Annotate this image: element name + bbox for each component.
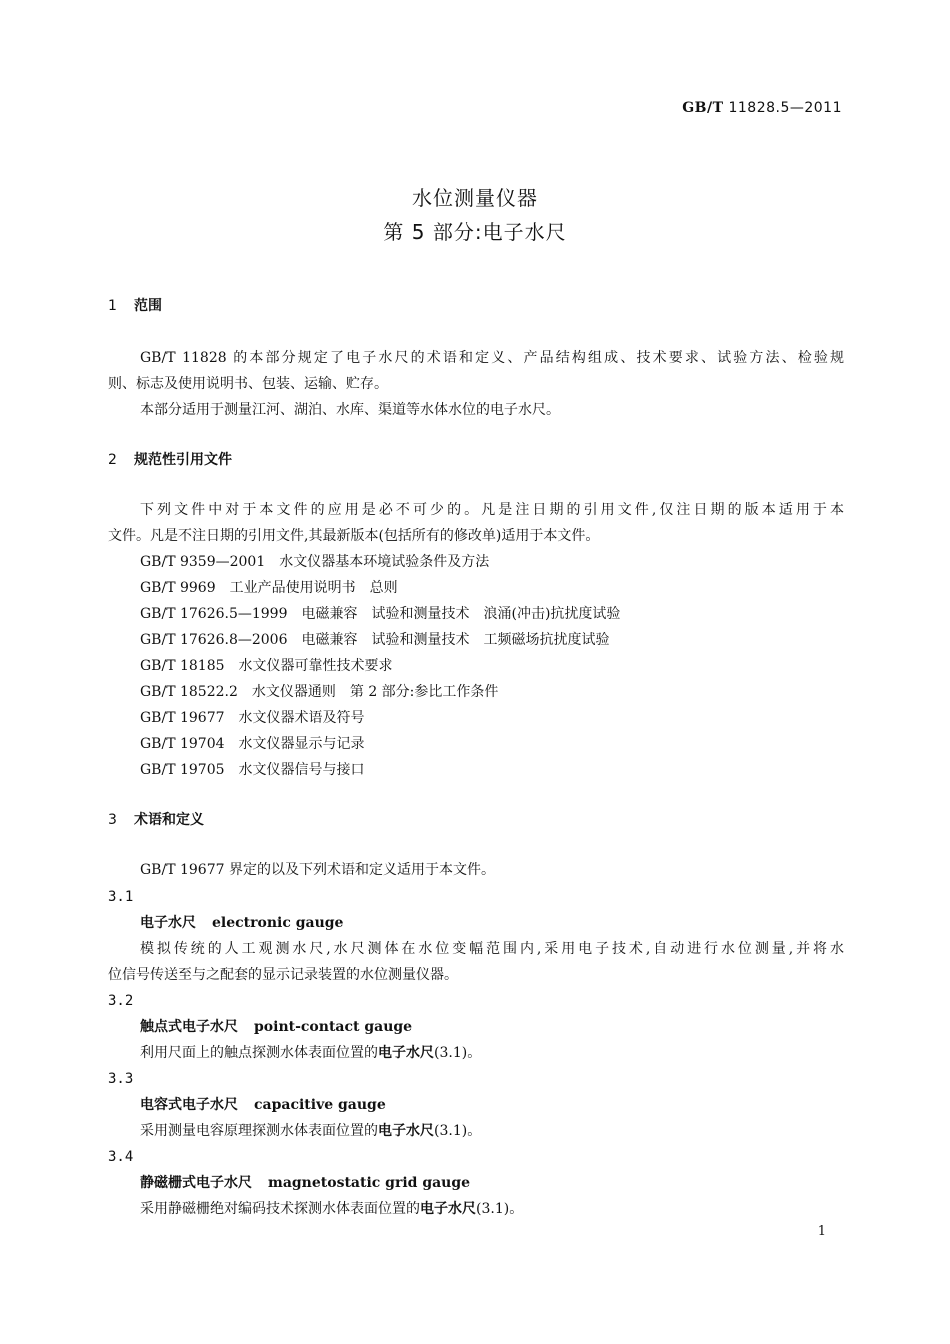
definition-line: 模拟传统的人工观测水尺,水尺测体在水位变幅范围内,采用电子技术,自动进行水位测量,并将水 — [140, 941, 844, 957]
paragraph-line: 则、标志及使用说明书、包装、运输、贮存。 — [108, 376, 388, 392]
paragraph-line: 下列文件中对于本文件的应用是必不可少的。凡是注日期的引用文件,仅注日期的版本适用于本 — [140, 502, 844, 518]
definition-line: 位信号传送至与之配套的显示记录装置的水位测量仪器。 — [108, 967, 458, 983]
reference-item: GB/T 19705 水文仪器信号与接口 — [140, 762, 365, 778]
section-heading-scope: 1 范围 — [108, 298, 162, 314]
reference-item: GB/T 9359—2001 水文仪器基本环境试验条件及方法 — [140, 554, 490, 570]
standard-number: GB/T 11828.5—2011 — [682, 100, 842, 116]
clause-number: 3.3 — [108, 1071, 134, 1087]
document-title: 水位测量仪器 — [412, 186, 538, 210]
paragraph-line: GB/T 11828 的本部分规定了电子水尺的术语和定义、产品结构组成、技术要求、试验方法、检验规 — [140, 350, 844, 366]
reference-item: GB/T 19704 水文仪器显示与记录 — [140, 736, 365, 752]
reference-item: GB/T 9969 工业产品使用说明书 总则 — [140, 580, 398, 596]
term-entry: 静磁栅式电子水尺 magnetostatic grid gauge — [140, 1175, 471, 1191]
page-number: 1 — [817, 1224, 826, 1239]
clause-number: 3.4 — [108, 1149, 134, 1165]
reference-item: GB/T 19677 水文仪器术语及符号 — [140, 710, 365, 726]
paragraph-line: 本部分适用于测量江河、湖泊、水库、渠道等水体水位的电子水尺。 — [140, 402, 560, 418]
term-entry: 电容式电子水尺 capacitive gauge — [140, 1097, 386, 1113]
clause-number: 3.1 — [108, 889, 134, 905]
clause-number: 3.2 — [108, 993, 134, 1009]
reference-item: GB/T 18185 水文仪器可靠性技术要求 — [140, 658, 393, 674]
reference-item: GB/T 17626.8—2006 电磁兼容 试验和测量技术 工频磁场抗扰度试验 — [140, 632, 610, 648]
paragraph-line: 文件。凡是不注日期的引用文件,其最新版本(包括所有的修改单)适用于本文件。 — [108, 528, 600, 544]
reference-item: GB/T 17626.5—1999 电磁兼容 试验和测量技术 浪涌(冲击)抗扰度试验 — [140, 606, 621, 622]
term-entry: 触点式电子水尺 point-contact gauge — [140, 1019, 413, 1035]
definition-line: 利用尺面上的触点探测水体表面位置的电子水尺(3.1)。 — [140, 1045, 482, 1061]
definition-line: 采用静磁栅绝对编码技术探测水体表面位置的电子水尺(3.1)。 — [140, 1201, 524, 1217]
definition-line: 采用测量电容原理探测水体表面位置的电子水尺(3.1)。 — [140, 1123, 482, 1139]
term-entry: 电子水尺 electronic gauge — [140, 915, 344, 931]
document-subtitle: 第 5 部分:电子水尺 — [383, 220, 567, 244]
section-heading-normative-references: 2 规范性引用文件 — [108, 452, 232, 468]
section-heading-terms-definitions: 3 术语和定义 — [108, 812, 204, 828]
paragraph-line: GB/T 19677 界定的以及下列术语和定义适用于本文件。 — [140, 862, 495, 878]
reference-item: GB/T 18522.2 水文仪器通则 第 2 部分:参比工作条件 — [140, 684, 499, 700]
